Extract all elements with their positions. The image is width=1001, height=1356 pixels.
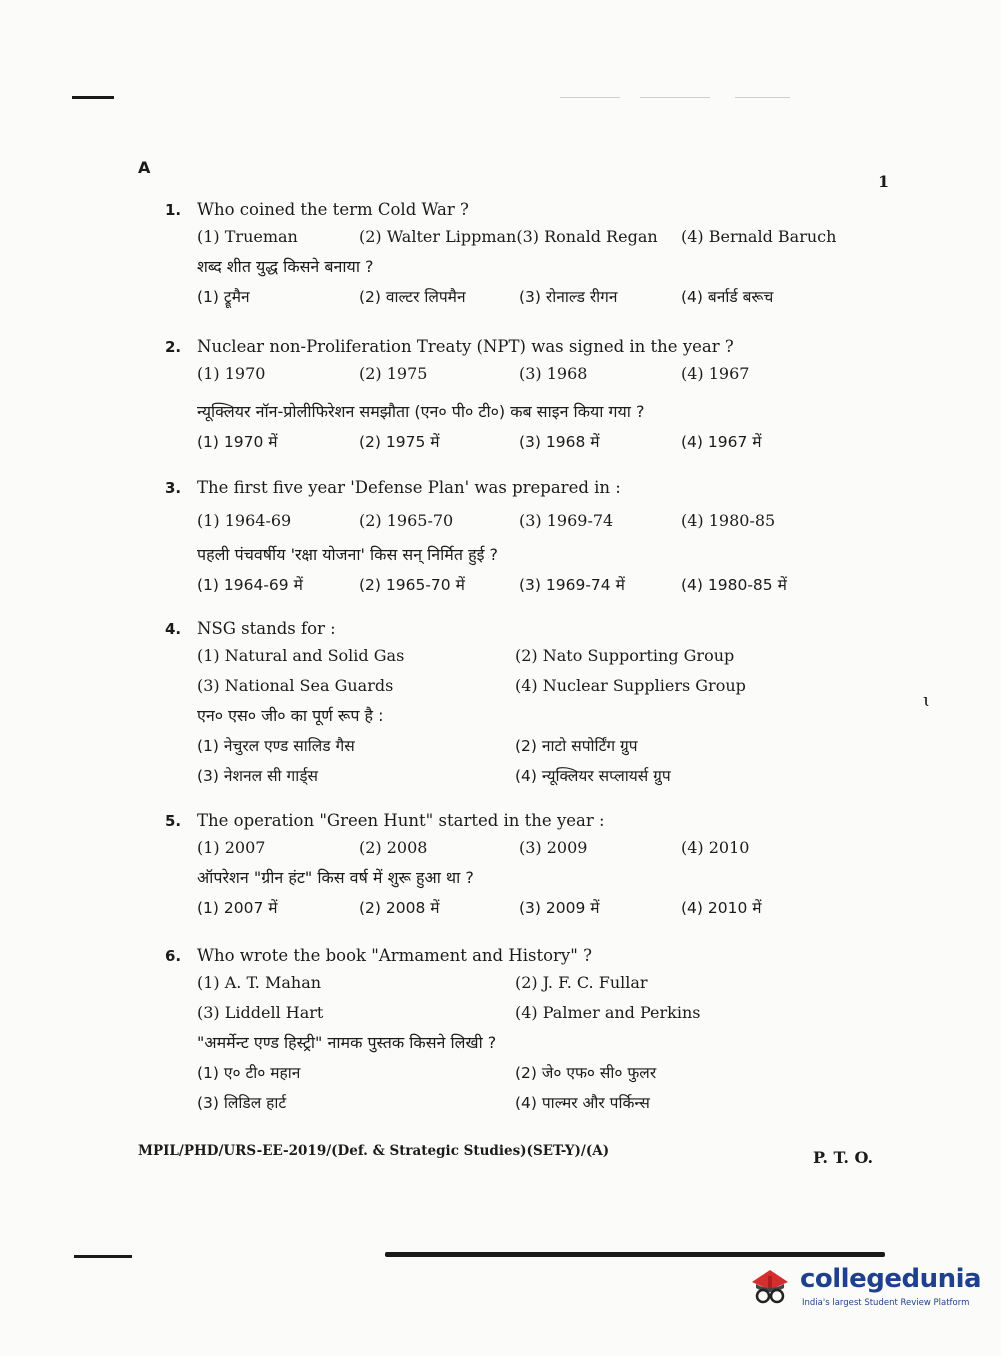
option: (3) 1968 में <box>519 433 600 451</box>
option: (2) 1965-70 में <box>359 576 465 594</box>
option: (4) 1967 में <box>681 433 762 451</box>
options-hi <box>197 282 865 312</box>
pto-label: P. T. O. <box>813 1148 874 1167</box>
question-text-hi: ऑपरेशन "ग्रीन हंट" किस वर्ष में शुरू हुआ था ? <box>197 868 474 887</box>
question-1 <box>165 198 865 312</box>
question-6 <box>165 944 865 1118</box>
option: (3) नेशनल सी गार्ड्स <box>197 767 318 785</box>
options-en <box>197 671 865 701</box>
option: (3) 1968 <box>519 364 588 383</box>
option: (3) 2009 <box>519 838 588 857</box>
question-number: 4. <box>165 620 182 638</box>
option: (1) 1964-69 में <box>197 576 303 594</box>
options-hi <box>197 731 865 761</box>
options-hi <box>197 893 865 923</box>
option: (4) 2010 में <box>681 899 762 917</box>
question-number: 6. <box>165 947 182 965</box>
logo-tagline: India's largest Student Review Platform <box>802 1298 970 1308</box>
question-number: 3. <box>165 479 182 497</box>
question-text-hi: "अमर्मेन्ट एण्ड हिस्ट्री" नामक पुस्तक किसने लिखी ? <box>197 1033 497 1052</box>
option: (3) 1969-74 <box>519 511 614 530</box>
option: (1) 2007 में <box>197 899 278 917</box>
scan-mark-bottom-left <box>74 1255 132 1258</box>
option: (1) 1970 <box>197 364 266 383</box>
options-en <box>197 998 865 1028</box>
option: (1) 1970 में <box>197 433 278 451</box>
option: (4) पाल्मर और पर्किन्स <box>515 1094 650 1112</box>
option: (1) नेचुरल एण्ड सालिड गैस <box>197 737 355 755</box>
set-label: A <box>138 158 151 177</box>
scan-mark-faint <box>735 97 790 98</box>
scan-mark-faint <box>640 97 710 98</box>
option: (1) ए० टी० महान <box>197 1064 301 1082</box>
option: (2) Nato Supporting Group <box>515 646 735 665</box>
question-text-en: The operation "Green Hunt" started in the year : <box>197 811 605 830</box>
question-3 <box>165 476 865 600</box>
question-4 <box>165 617 865 791</box>
page-number: 1 <box>878 172 890 191</box>
option: (4) बर्नार्ड बरूच <box>681 288 774 306</box>
option: (1) A. T. Mahan <box>197 973 322 992</box>
option: (4) न्यूक्लियर सप्लायर्स ग्रुप <box>515 767 671 785</box>
question-text-hi: शब्द शीत युद्ध किसने बनाया ? <box>197 257 374 276</box>
logo-name: collegedunia <box>800 1264 982 1294</box>
paper-code: MPIL/PHD/URS-EE-2019/(Def. & Strategic Studies)(SET-Y)/(A) <box>138 1143 610 1159</box>
option: (4) 1980-85 में <box>681 576 787 594</box>
question-2 <box>165 335 865 457</box>
question-text-en: Nuclear non-Proliferation Treaty (NPT) was signed in the year ? <box>197 337 734 356</box>
option: (2) जे० एफ० सी० फुलर <box>515 1064 657 1082</box>
question-number: 1. <box>165 201 182 219</box>
option: (4) Bernald Baruch <box>681 227 837 246</box>
question-text-hi: एन० एस० जी० का पूर्ण रूप है : <box>197 706 384 725</box>
scan-mark-top-left <box>72 96 114 99</box>
option: (4) 2010 <box>681 838 750 857</box>
option: (1) 2007 <box>197 838 266 857</box>
options-hi <box>197 1058 865 1088</box>
options-en <box>197 968 865 998</box>
options-hi <box>197 427 865 457</box>
options-en <box>197 359 865 389</box>
option: (4) 1967 <box>681 364 750 383</box>
option: (1) ट्रूमैन <box>197 288 250 306</box>
question-text-hi: न्यूक्लियर नॉन-प्रोलीफिरेशन समझौता (एन० पी० टी०) कब साइन किया गया ? <box>197 402 645 421</box>
option: (2) J. F. C. Fullar <box>515 973 648 992</box>
options-en <box>197 641 865 671</box>
option: (2) 1965-70 <box>359 511 454 530</box>
mascot-icon <box>744 1262 796 1308</box>
option: (2) Walter Lippman(3) Ronald Regan <box>359 227 658 246</box>
option: (1) Trueman <box>197 227 298 246</box>
options-hi <box>197 1088 865 1118</box>
stray-mark: ɩ <box>923 690 931 711</box>
question-number: 2. <box>165 338 182 356</box>
option: (4) 1980-85 <box>681 511 776 530</box>
option: (2) वाल्टर लिपमैन <box>359 288 466 306</box>
option: (2) 1975 <box>359 364 428 383</box>
option: (2) 1975 में <box>359 433 440 451</box>
options-en <box>197 222 865 252</box>
options-en <box>197 833 865 863</box>
options-hi <box>197 570 865 600</box>
options-hi <box>197 761 865 791</box>
question-number: 5. <box>165 812 182 830</box>
scan-mark-bottom <box>385 1252 885 1257</box>
option: (2) 2008 में <box>359 899 440 917</box>
collegedunia-logo <box>744 1258 982 1318</box>
question-text-en: NSG stands for : <box>197 619 336 638</box>
option: (3) 2009 में <box>519 899 600 917</box>
option: (3) लिडिल हार्ट <box>197 1094 287 1112</box>
option: (4) Nuclear Suppliers Group <box>515 676 746 695</box>
option: (2) नाटो सपोर्टिंग ग्रुप <box>515 737 638 755</box>
question-text-en: Who wrote the book "Armament and History" ? <box>197 946 592 965</box>
option: (2) 2008 <box>359 838 428 857</box>
question-text-en: The first five year 'Defense Plan' was prepared in : <box>197 478 621 497</box>
question-5 <box>165 809 865 923</box>
option: (3) रोनाल्ड रीगन <box>519 288 618 306</box>
option: (1) Natural and Solid Gas <box>197 646 405 665</box>
option: (3) Liddell Hart <box>197 1003 324 1022</box>
option: (3) 1969-74 में <box>519 576 625 594</box>
question-text-hi: पहली पंचवर्षीय 'रक्षा योजना' किस सन् निर्मित हुई ? <box>197 545 499 564</box>
question-text-en: Who coined the term Cold War ? <box>197 200 469 219</box>
option: (3) National Sea Guards <box>197 676 394 695</box>
option: (1) 1964-69 <box>197 511 292 530</box>
scan-mark-faint <box>560 97 620 98</box>
option: (4) Palmer and Perkins <box>515 1003 701 1022</box>
options-en <box>197 506 865 536</box>
